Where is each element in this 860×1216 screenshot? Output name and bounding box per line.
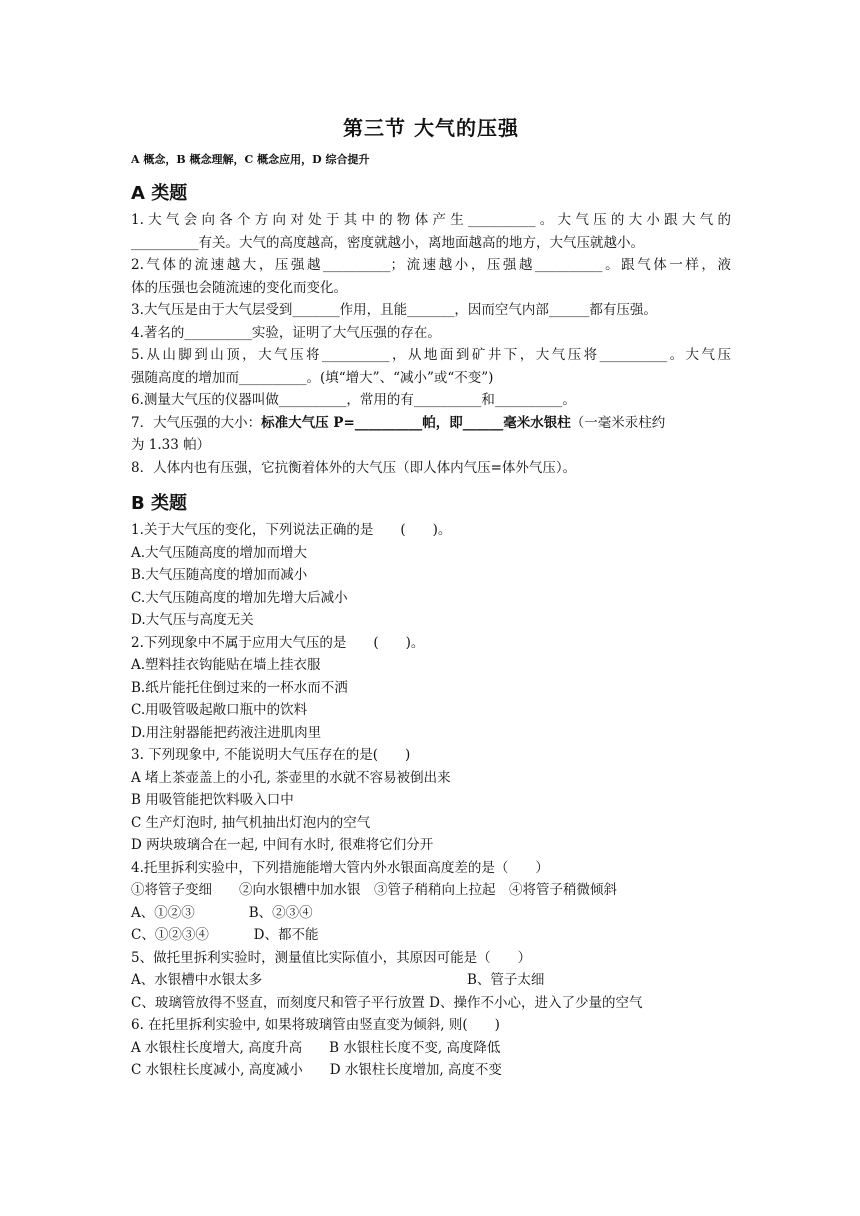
option-line: D.用注射器能把药液注进肌肉里 — [131, 724, 322, 741]
question-8: 8．人体内也有压强，它抗衡着体外的大气压（即人体内气压=体外气压）。 — [131, 459, 577, 476]
section-b-heading: B 类题 — [131, 493, 187, 514]
q5-option-b: B、管子太细 — [467, 972, 545, 988]
option-line: D.大气压与高度无关 — [131, 612, 254, 628]
option-line: A、①②③ B、②③④ — [131, 904, 313, 921]
question-line: 3. 下列现象中, 不能说明大气压存在的是( ) — [131, 747, 411, 763]
question-line: 4.托里拆利实验中，下列措施能增大管内外水银面高度差的是（ ） — [131, 859, 549, 876]
question-line: 2.下列现象中不属于应用大气压的是 ( )。 — [131, 634, 425, 651]
q5-option-a: A、水银槽中水银太多 — [131, 972, 263, 988]
page-title: 第三节 大气的压强 — [343, 116, 519, 140]
option-line: D 两块玻璃合在一起, 中间有水时, 很难将它们分开 — [131, 837, 434, 853]
page-subtitle: A 概念，B 概念理解，C 概念应用，D 综合提升 — [131, 153, 370, 166]
option-line: B.纸片能托住倒过来的一杯水而不洒 — [131, 679, 348, 696]
q7-bold: 标准大气压 P=__________帕，即______毫米水银柱 — [261, 414, 571, 431]
question-line: 3.大气压是由于大气层受到_______作用，且能_______，因而空气内部______都有压强。 — [131, 302, 657, 318]
q7-prefix: 7．大气压强的大小： — [131, 414, 262, 431]
section-a-heading: A 类题 — [131, 183, 188, 204]
question-line: 6.测量大气压的仪器叫做__________，常用的有__________和__________。 — [131, 392, 576, 408]
option-line: A.大气压随高度的增加而增大 — [131, 544, 308, 561]
question-7 — [131, 412, 731, 435]
question-line: __________有关。大气的高度越高，密度就越小，离地面越高的地方，大气压就越小。 — [131, 234, 644, 251]
option-line: B.大气压随高度的增加而减小 — [131, 567, 308, 583]
option-line: C、玻璃管放得不竖直，而刻度尺和管子平行放置 D、操作不小心，进入了少量的空气 — [131, 994, 643, 1011]
option-line: ①将管子变细 ②向水银槽中加水银 ③管子稍稍向上拉起 ④将管子稍微倾斜 — [131, 882, 617, 898]
question-line: 强随高度的增加而__________。(填“增大”、“减小”或“不变”) — [131, 369, 494, 386]
question-line: 体的压强也会随流速的变化而变化。 — [131, 279, 347, 296]
option-line: A 水银柱长度增大, 高度升高 B 水银柱长度不变, 高度降低 — [131, 1039, 501, 1056]
question-line: 5.从山脚到山顶，大气压将__________，从地面到矿井下，大气压将__________。大气压 — [131, 347, 731, 363]
question-line: 1.关于大气压的变化，下列说法正确的是 ( )。 — [131, 522, 452, 538]
option-line: C、①②③④ D、都不能 — [131, 927, 319, 943]
option-line: A.塑料挂衣钩能贴在墙上挂衣服 — [131, 657, 321, 673]
question-line: 4.著名的__________实验，证明了大气压强的存在。 — [131, 324, 441, 341]
option-line: A 堵上茶壶盖上的小孔, 茶壶里的水就不容易被倒出来 — [131, 769, 451, 786]
option-line: C.用吸管吸起敞口瓶中的饮料 — [131, 702, 308, 718]
document-page — [131, 112, 731, 1082]
option-line: C 生产灯泡时, 抽气机抽出灯泡内的空气 — [131, 814, 371, 831]
question-line: 5、做托里拆利实验时，测量值比实际值小，其原因可能是（ ） — [131, 949, 532, 966]
option-line: C.大气压随高度的增加先增大后减小 — [131, 589, 348, 606]
q7-suffix: （一毫米汞柱约 — [570, 414, 666, 431]
option-line: B 用吸管能把饮料吸入口中 — [131, 792, 294, 808]
option-line: C 水银柱长度减小, 高度减小 D 水银柱长度增加, 高度不变 — [131, 1062, 502, 1078]
option-line — [131, 969, 731, 992]
question-line: 6. 在托里拆利实验中, 如果将玻璃管由竖直变为倾斜, 则( ) — [131, 1017, 500, 1033]
question-line: 为 1.33 帕） — [131, 437, 211, 453]
question-line: 2.气体的流速越大，压强越__________；流速越小，压强越__________。跟气体一样，液 — [131, 257, 731, 273]
question-line: 1.大气会向各个方向对处于其中的物体产生__________。大气压的大小跟大气的 — [131, 212, 731, 228]
